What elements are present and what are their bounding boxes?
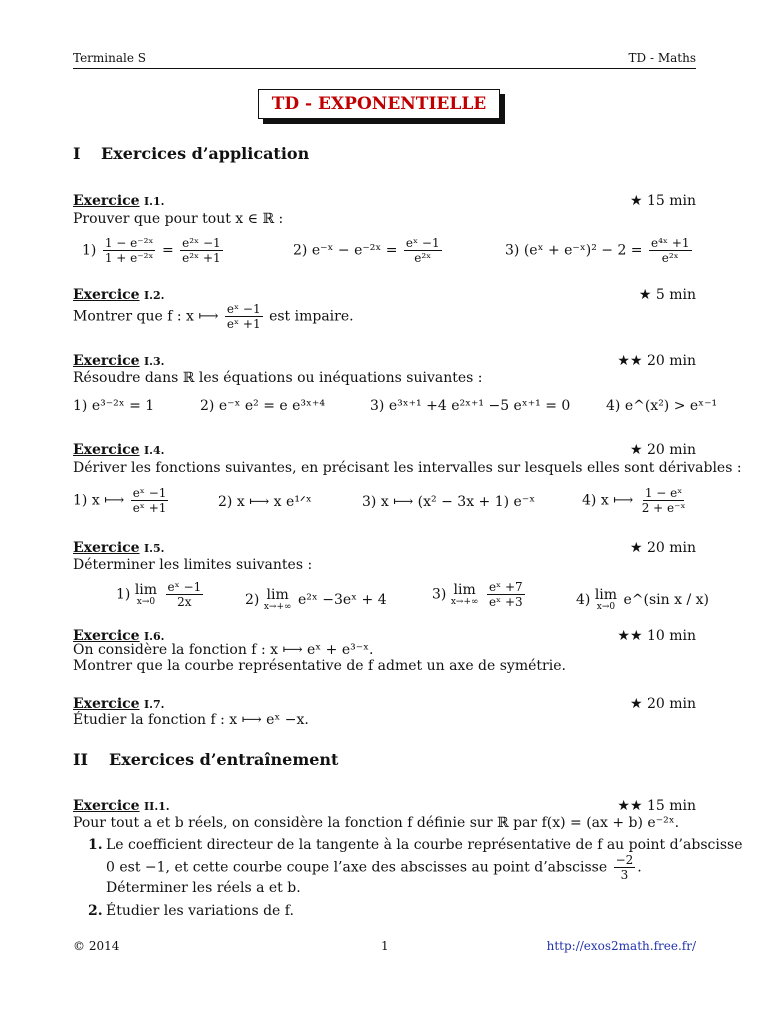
exercise-heading: Exercice I.2. [73,287,165,303]
difficulty-time: ★ 20 min [629,540,696,556]
exercise-text: Étudier la fonction f : x ⟼ eˣ −x. [73,712,309,728]
exercise-item: 2) lim x→+∞ e²ˣ −3eˣ + 4 [245,587,387,612]
exercise-item: 1) x ⟼ $\frac{\text{eˣ −1}}{\text{eˣ +1}}$ [73,486,167,515]
header-left: Terminale S [73,51,146,65]
exercise-item: 4) e^(x²) > eˣ⁻¹ [606,398,718,414]
exercise-item: 2) e⁻ˣ e² = e e³ˣ⁺⁴ [200,398,325,414]
exercise-text: Montrer que la courbe représentative de f admet un axe de symétrie. [73,658,566,674]
difficulty-time: ★★ 20 min [617,353,696,369]
exercise-item: 2) e⁻ˣ − e⁻²ˣ = $\frac{\text{eˣ −1}}{\text{e²ˣ}}$ [293,236,440,265]
difficulty-time: ★ 15 min [629,193,696,209]
exercise-item: 4) x ⟼ $\frac{\text{1 − eˣ}}{\text{2 + e⁻ˣ}}$ [582,486,686,515]
exercise-item: 1) lim x→0 $\frac{\text{eˣ −1}}{2x}$ [116,580,202,609]
question-text: Le coefficient directeur de la tangente à la courbe représentative de f au point d’abscisse [106,837,743,853]
exercise-text: On considère la fonction f : x ⟼ eˣ + e³⁻ˣ. [73,642,374,658]
copyright: © 2014 [73,939,120,953]
question-number: 2. [88,903,103,919]
exercise-text: Montrer que f : x ⟼ $\frac{\text{eˣ −1}}{\text{eˣ +1}}$ est impaire. [73,302,354,331]
exercise-heading: Exercice I.6. [73,628,165,644]
exercise-heading: Exercice I.4. [73,442,165,458]
difficulty-time: ★ 5 min [638,287,696,303]
section-2-number: II [73,750,88,769]
exercise-item: 1) e³⁻²ˣ = 1 [73,398,155,414]
exercise-item: 1) $\frac{\text{1 − e⁻²ˣ}}{\text{1 + e⁻²ˣ}}$ = $\frac{\text{e²ˣ −1}}{\text{e²ˣ +1}}$ [82,236,221,265]
exercise-text: Résoudre dans ℝ les équations ou inéquations suivantes : [73,370,483,386]
exercise-heading: Exercice II.1. [73,798,170,814]
exercise-heading: Exercice I.1. [73,193,165,209]
section-1-heading [73,144,309,163]
section-2-title: Exercices d’entraînement [109,750,339,769]
question-number: 1. [88,837,103,853]
website-link[interactable]: http://exos2math.free.fr/ [546,939,696,953]
question-text: 0 est −1, et cette courbe coupe l’axe des abscisses au point d’abscisse $\frac{-2}{3}$ . [106,853,642,882]
exercise-item: 3) x ⟼ (x² − 3x + 1) e⁻ˣ [362,494,536,510]
difficulty-time: ★ 20 min [629,442,696,458]
difficulty-time: ★★ 10 min [617,628,696,644]
difficulty-time: ★★ 15 min [617,798,696,814]
exercise-heading: Exercice I.7. [73,696,165,712]
question-text: Étudier les variations de f. [106,903,294,919]
header-rule [73,68,696,69]
section-1-title: Exercices d’application [101,144,310,163]
exercise-text: Pour tout a et b réels, on considère la fonction f définie sur ℝ par f(x) = (ax + b) e⁻²ˣ. [73,815,680,831]
exercise-item: 2) x ⟼ x e¹ᐟˣ [218,494,312,510]
question-text: Déterminer les réels a et b. [106,880,301,896]
exercise-text: Déterminer les limites suivantes : [73,557,313,573]
header-right: TD - Maths [628,51,696,65]
exercise-heading: Exercice I.5. [73,540,165,556]
page-number: 1 [381,939,389,953]
exercise-item: 3) lim x→+∞ $\frac{\text{eˣ +7}}{\text{eˣ +3}}$ [432,580,523,609]
exercise-item: 3) (eˣ + e⁻ˣ)² − 2 = $\frac{\text{e⁴ˣ +1}}{\text{e²ˣ}}$ [505,236,690,265]
exercise-heading: Exercice I.3. [73,353,165,369]
section-2-heading [73,750,338,769]
section-1-number: I [73,144,81,163]
exercise-text: Dériver les fonctions suivantes, en précisant les intervalles sur lesquels elles sont dérivables : [73,460,742,476]
exercise-item: 3) e³ˣ⁺¹ +4 e²ˣ⁺¹ −5 eˣ⁺¹ = 0 [370,398,571,414]
exercise-item: 4) lim x→0 e^(sin x / x) [576,587,709,612]
document-title: TD - EXPONENTIELLE [258,89,500,119]
difficulty-time: ★ 20 min [629,696,696,712]
exercise-text: Prouver que pour tout x ∈ ℝ : [73,211,284,227]
